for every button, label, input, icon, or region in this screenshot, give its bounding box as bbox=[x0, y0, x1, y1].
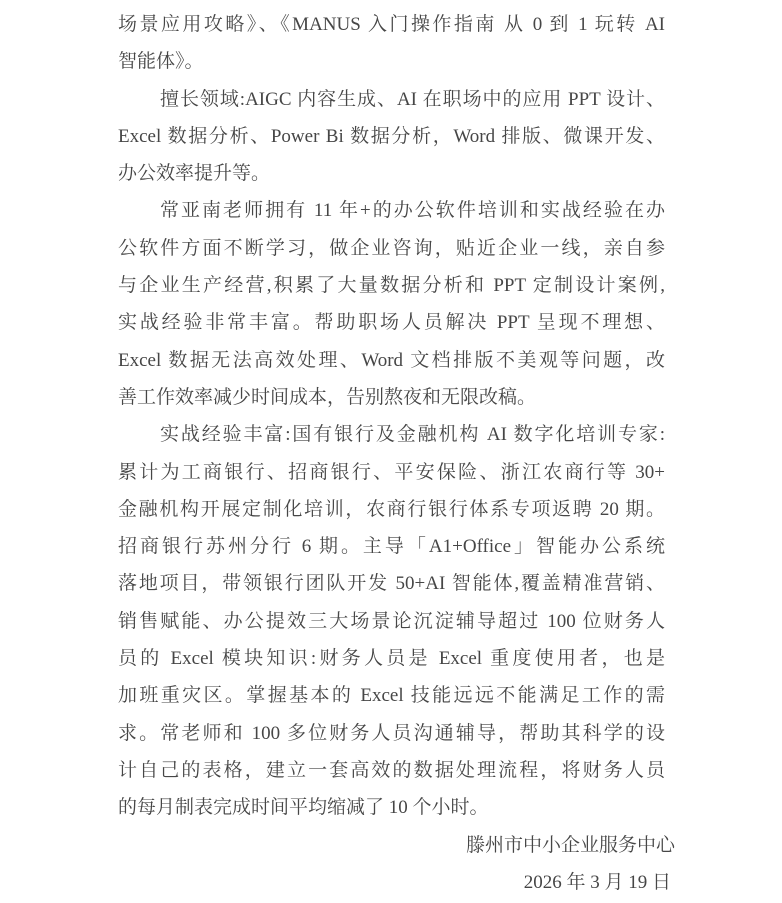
text-line: 求。常老师和 100 多位财务人员沟通辅导，帮助其科学的设 bbox=[118, 722, 665, 744]
text-line: 实战经验非常丰富。帮助职场人员解决 PPT 呈现不理想、 bbox=[118, 312, 665, 334]
text-line: 员的 Excel 模块知识:财务人员是 Excel 重度使用者，也是 bbox=[118, 648, 665, 670]
text-line: 计自己的表格，建立一套高效的数据处理流程，将财务人员 bbox=[118, 759, 665, 781]
text-line: 销售赋能、办公提效三大场景论沉淀辅导超过 100 位财务人 bbox=[118, 610, 665, 632]
date-line: 2026 年 3 月 19 日 bbox=[523, 871, 671, 893]
body-text bbox=[118, 6, 665, 827]
text-line: 金融机构开展定制化培训，农商行银行体系专项返聘 20 期。 bbox=[118, 498, 665, 520]
text-line: 办公效率提升等。 bbox=[118, 163, 271, 185]
text-line: 公软件方面不断学习，做企业咨询，贴近企业一线，亲自参 bbox=[118, 237, 665, 259]
text-line: 累计为工商银行、招商银行、平安保险、浙江农商行等 30+ bbox=[118, 461, 665, 483]
text-line: 常亚南老师拥有 11 年+的办公软件培训和实战经验在办 bbox=[160, 200, 665, 222]
text-line: Excel 数据无法高效处理、Word 文档排版不美观等问题，改 bbox=[118, 349, 665, 371]
text-line: 落地项目，带领银行团队开发 50+AI 智能体,覆盖精准营销、 bbox=[118, 573, 665, 595]
text-line: 实战经验丰富:国有银行及金融机构 AI 数字化培训专家: bbox=[160, 424, 665, 446]
text-line: 与企业生产经营,积累了大量数据分析和 PPT 定制设计案例, bbox=[118, 275, 665, 297]
text-line: Excel 数据分析、Power Bi 数据分析，Word 排版、微课开发、 bbox=[118, 125, 665, 147]
text-line: 善工作效率减少时间成本，告别熬夜和无限改稿。 bbox=[118, 386, 537, 408]
signature-line: 滕州市中小企业服务中心 bbox=[465, 834, 675, 856]
text-line: 擅长领域:AIGC 内容生成、AI 在职场中的应用 PPT 设计、 bbox=[160, 88, 665, 110]
text-line: 加班重灾区。掌握基本的 Excel 技能远远不能满足工作的需 bbox=[118, 685, 665, 707]
text-line: 的每月制表完成时间平均缩减了 10 个小时。 bbox=[118, 797, 489, 819]
text-line: 招商银行苏州分行 6 期。主导「A1+Office」智能办公系统 bbox=[118, 536, 665, 558]
text-line: 场景应用攻略》、《MANUS 入门操作指南 从 0 到 1 玩转 AI bbox=[118, 14, 665, 35]
text-line: 智能体》。 bbox=[118, 51, 204, 73]
